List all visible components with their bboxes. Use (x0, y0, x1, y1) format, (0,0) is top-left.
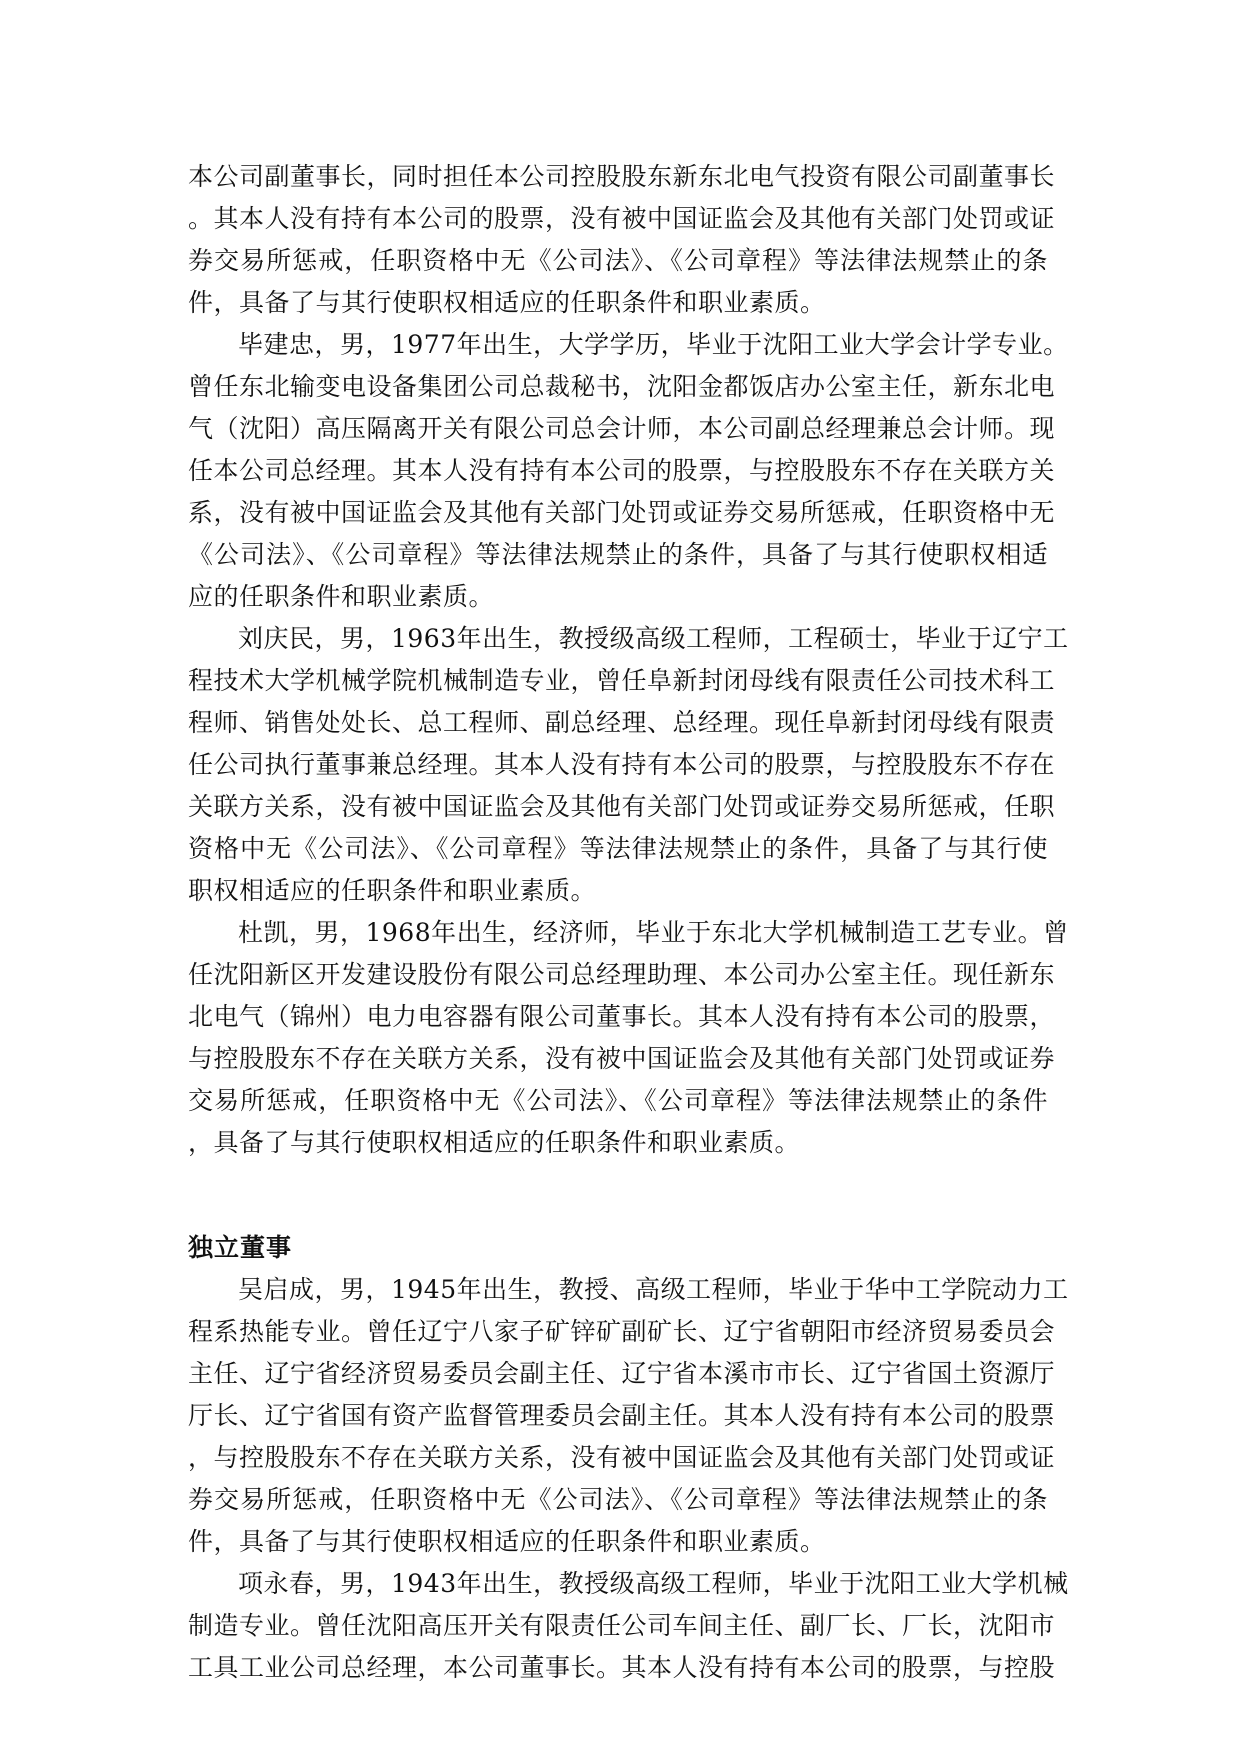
text-line: 曾任东北输变电设备集团公司总裁秘书，沈阳金都饭店办公室主任，新东北电 (188, 372, 1056, 401)
text-line: ，具备了与其行使职权相适应的任职条件和职业素质。 (188, 1128, 801, 1157)
text-line: 任沈阳新区开发建设股份有限公司总经理助理、本公司办公室主任。现任新东 (188, 960, 1056, 989)
text-line: 制造专业。曾任沈阳高压开关有限责任公司车间主任、副厂长、厂长，沈阳市 (188, 1611, 1056, 1640)
text-line: 吴启成，男，1945年出生，教授、高级工程师，毕业于华中工学院动力工 (238, 1275, 1069, 1304)
text-line: 件，具备了与其行使职权相适应的任职条件和职业素质。 (188, 288, 826, 317)
text-line: 刘庆民，男，1963年出生，教授级高级工程师，工程硕士，毕业于辽宁工 (238, 624, 1069, 653)
text-line: 程师、销售处处长、总工程师、副总经理、总经理。现任阜新封闭母线有限责 (188, 708, 1056, 737)
section-heading: 独立董事 (188, 1233, 293, 1262)
text-line: 气（沈阳）高压隔离开关有限公司总会计师，本公司副总经理兼总会计师。现 (188, 414, 1056, 443)
text-line: 本公司副董事长，同时担任本公司控股股东新东北电气投资有限公司副董事长 (188, 162, 1056, 191)
text-line: 主任、辽宁省经济贸易委员会副主任、辽宁省本溪市市长、辽宁省国土资源厅 (188, 1359, 1056, 1388)
text-line: 毕建忠，男，1977年出生，大学学历，毕业于沈阳工业大学会计学专业。 (238, 330, 1069, 359)
text-line: 与控股股东不存在关联方关系，没有被中国证监会及其他有关部门处罚或证券 (188, 1044, 1056, 1073)
text-line: 程技术大学机械学院机械制造专业，曾任阜新封闭母线有限责任公司技术科工 (188, 666, 1056, 695)
text-line: 券交易所惩戒，任职资格中无《公司法》、《公司章程》等法律法规禁止的条 (188, 246, 1048, 275)
text-line: 任本公司总经理。其本人没有持有本公司的股票，与控股股东不存在关联方关 (188, 456, 1056, 485)
text-line: 项永春，男，1943年出生，教授级高级工程师，毕业于沈阳工业大学机械 (238, 1569, 1069, 1598)
text-line: 系，没有被中国证监会及其他有关部门处罚或证券交易所惩戒，任职资格中无 (188, 498, 1056, 527)
text-line: 杜凯，男，1968年出生，经济师，毕业于东北大学机械制造工艺专业。曾 (238, 918, 1069, 947)
text-line: 任公司执行董事兼总经理。其本人没有持有本公司的股票，与控股股东不存在 (188, 750, 1056, 779)
text-line: 厅长、辽宁省国有资产监督管理委员会副主任。其本人没有持有本公司的股票 (188, 1401, 1056, 1430)
text-line: 程系热能专业。曾任辽宁八家子矿锌矿副矿长、辽宁省朝阳市经济贸易委员会 (188, 1317, 1056, 1346)
text-line: 交易所惩戒，任职资格中无《公司法》、《公司章程》等法律法规禁止的条件 (188, 1086, 1048, 1115)
text-line: 件，具备了与其行使职权相适应的任职条件和职业素质。 (188, 1527, 826, 1556)
text-line: 《公司法》、《公司章程》等法律法规禁止的条件，具备了与其行使职权相适 (188, 540, 1048, 569)
text-line: 关联方关系，没有被中国证监会及其他有关部门处罚或证券交易所惩戒，任职 (188, 792, 1056, 821)
text-line: 应的任职条件和职业素质。 (188, 582, 495, 611)
text-line: 北电气（锦州）电力电容器有限公司董事长。其本人没有持有本公司的股票， (188, 1002, 1056, 1031)
text-line: 职权相适应的任职条件和职业素质。 (188, 876, 597, 905)
text-line: 券交易所惩戒，任职资格中无《公司法》、《公司章程》等法律法规禁止的条 (188, 1485, 1048, 1514)
text-line: 资格中无《公司法》、《公司章程》等法律法规禁止的条件，具备了与其行使 (188, 834, 1048, 863)
text-line: 。其本人没有持有本公司的股票，没有被中国证监会及其他有关部门处罚或证 (188, 204, 1056, 233)
text-line: ，与控股股东不存在关联方关系，没有被中国证监会及其他有关部门处罚或证 (188, 1443, 1056, 1472)
text-line: 工具工业公司总经理，本公司董事长。其本人没有持有本公司的股票，与控股 (188, 1653, 1056, 1682)
